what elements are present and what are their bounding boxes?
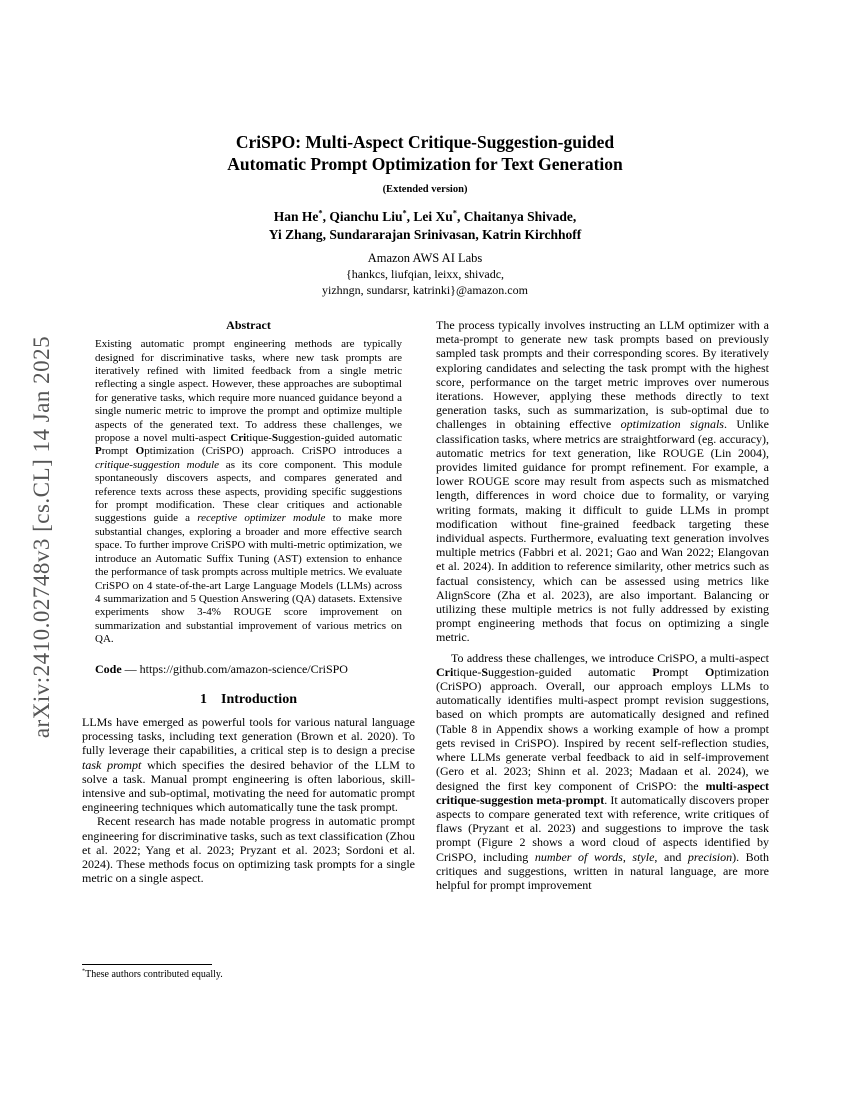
section-heading-introduction — [82, 693, 415, 707]
right-column — [436, 318, 769, 892]
footnote-block — [82, 964, 415, 982]
right-col-paragraph-2: To address these challenges, we introduce CriSPO, a multi-aspect Critique-Suggestion-guided automatic Prompt Optimization (CriSPO) approach. Overall, our approach employs LLMs to automatically identifies multi-aspect prompt revision suggestions, based on which prompts are automatically designed and refined (Table 8 in Appendix shows a working example of how a prompt gets revised in CriSPO). Inspired by recent self-reflection studies, where LLMs generate verbal feedback to aid in self-improvement (Gero et al. 2023; Shinn et al. 2023; Madaan et al. 2024), we designed the first key component of CriSPO: the multi-aspect critique-suggestion meta-prompt. It automatically discovers proper aspects to compare generated text with reference, write critiques of flaws (Pryzant et al. 2023) and suggestions to improve the task prompt (Figure 2 shows a word cloud of aspects identified by CriSPO, including number of words, style, and precision). Both critiques and suggestions, written in natural language, are more helpful for prompt improvement — [436, 650, 770, 892]
extended-version-note: (Extended version) — [382, 184, 468, 195]
abstract-body: Existing automatic prompt engineering methods are typically designed for discriminative tasks, where new task prompts are iteratively refined with limited feedback from a single metric reflecting a single aspect. However, these approaches are suboptimal for generative tasks, which require more nuanced guidance beyond a single numeric metric to improve the prompt and optimize multiple aspects of the generated text. To address these challenges, we propose a novel multi-aspect Critique-Suggestion-guided automatic Prompt Optimization (CriSPO) approach. CriSPO introduces a critique-suggestion module as its core component. This module spontaneously discovers aspects, and compares generated and reference texts across these aspects, providing specific suggestions for prompt modification. These clear critiques and actionable suggestions guide a receptive optimizer module to make more substantial changes, exploring a broader and more effective search space. To further improve CriSPO with multi-metric optimization, we introduce an Automatic Suffix Tuning (AST) extension to enhance the performance of task prompts across multiple metrics. We evaluate CriSPO on 4 state-of-the-art Large Language Models (LLMs) across 4 summarization and 5 Question Answering (QA) datasets. Extensive experiments show 3-4% ROUGE score improvement on summarization and substantial improvement of various metrics on QA. — [95, 338, 402, 646]
code-separator: — — [121, 661, 140, 676]
email-line-1: {hankcs, liufqian, leixx, shivadc, — [345, 267, 505, 281]
left-column — [82, 318, 415, 885]
code-line — [95, 662, 402, 676]
intro-paragraph-2: Recent research has made notable progress in automatic prompt engineering for discriminative tasks, such as text classification (Zhou et al. 2022; Yang et al. 2023; Pryzant et al. 2023; Sordoni et al. 2024). These methods focus on optimizing task prompts for a single metric on a single aspect. — [82, 814, 415, 886]
right-col-paragraph-1: The process typically involves instructing an LLM optimizer with a meta-prompt to generate new task prompts based on previously sampled task prompts and their corresponding scores. By iteratively exploring candidates and selecting the task prompt with the highest score, performance on the target metric improves over numerous iterations. However, applying these methods directly to text generation tasks, such as summarization, is sub-optimal due to challenges in obtaining effective optimization signals. Unlike classification tasks, where metrics are straightforward (eg. accuracy), automatic metrics for text generation, like ROUGE (Lin 2004), provides limited guidance for prompt refinement. For example, a lower ROUGE score may result from aspects such as mismatched length, differences in word choice due to formality, or varying writing formats, making it difficult to guide LLMs in prompt modification without fine-grained feedback targeting these individual aspects. Furthermore, evaluating text generation involves multiple metrics (Fabbri et al. 2021; Gao and Wan 2022; Elangovan et al. 2024). In addition to reference similarity, other metrics such as factual consistency, which can be assessed using metrics like AlignScore (Zha et al. 2023), are also important. Balancing or utilizing these multiple metrics is not fully addressed by existing prompt engineering methods that focus on optimizing a single metric. — [436, 318, 769, 645]
code-label: Code — [95, 661, 122, 676]
intro-paragraph-1: LLMs have emerged as powerful tools for various natural language processing tasks, including text generation (Brown et al. 2020). To fully leverage their capabilities, a critical step is to design a precise task prompt which specifies the desired behavior of the LLM to solve a task. Manual prompt engineering is often laborious, skill-intensive and sub-optimal, motivating the need for automatic prompt engineering techniques which automatically tune the task prompt. — [82, 714, 415, 815]
arxiv-stamp: arXiv:2410.02748v3 [cs.CL] 14 Jan 2025 — [29, 335, 54, 739]
authors-line-1: Han He*, Qianchu Liu*, Lei Xu*, Chaitanya Shivade, — [273, 208, 577, 224]
paper-title-line-2: Automatic Prompt Optimization for Text Generation — [227, 154, 623, 174]
header-block — [0, 131, 850, 298]
email-line-2: yizhngn, sundarsr, katrinki}@amazon.com — [322, 283, 528, 297]
section-number: 1 — [200, 691, 207, 707]
abstract-heading: Abstract — [226, 318, 271, 332]
affiliation: Amazon AWS AI Labs — [367, 251, 483, 265]
paper-title-line-1: CriSPO: Multi-Aspect Critique-Suggestion-guided — [235, 132, 615, 152]
footnote-rule — [82, 964, 212, 965]
authors-line-2: Yi Zhang, Sundararajan Srinivasan, Katrin Kirchhoff — [268, 227, 582, 242]
footnote-text: *These authors contributed equally. — [82, 967, 223, 980]
section-title: Introduction — [221, 691, 297, 707]
code-url[interactable]: https://github.com/amazon-science/CriSPO — [139, 661, 348, 676]
